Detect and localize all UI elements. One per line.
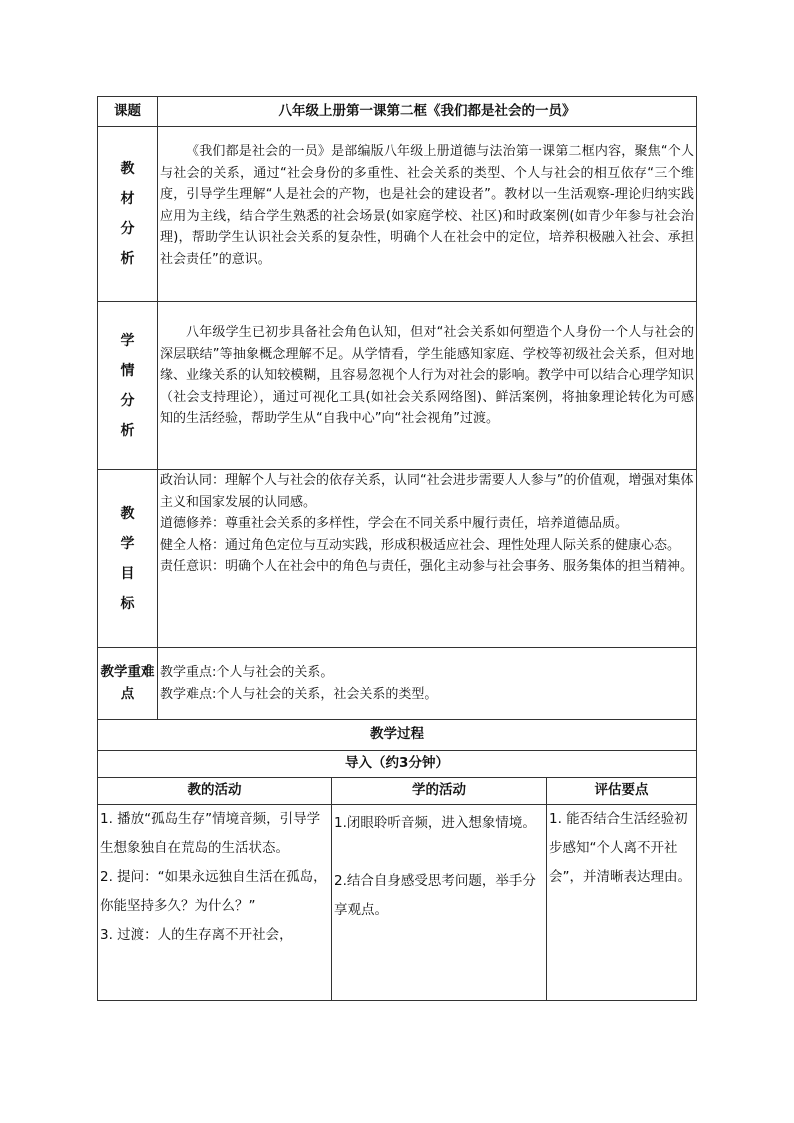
intro-heading: 导入（约3分钟） xyxy=(98,751,697,778)
objectives-row xyxy=(98,470,697,648)
assessment-header: 评估要点 xyxy=(547,778,697,805)
key-point: 教学重点:个人与社会的关系。 xyxy=(160,665,334,680)
objective-item: 政治认同：理解个人与社会的依存关系，认同“社会进步需要人人参与”的价值观，增强对集体主义和国家发展的认同感。 xyxy=(160,473,694,510)
objectives-text xyxy=(158,470,697,648)
topic-label: 课题 xyxy=(98,97,158,127)
process-title: 教学过程 xyxy=(98,720,697,751)
teacher-activity-cell xyxy=(98,805,332,1001)
teacher-step: 3. 过渡：人的生存离不开社会， xyxy=(100,927,293,943)
lesson-plan-table xyxy=(97,96,697,1001)
student-step: 1.闭眼聆听音频，进入想象情境。 xyxy=(334,815,536,831)
student-analysis-row xyxy=(98,302,697,470)
key-points-row xyxy=(98,648,697,720)
student-activity-cell xyxy=(332,805,547,1001)
textbook-analysis-text: 《我们都是社会的一员》是部编版八年级上册道德与法治第一课第二框内容，聚焦“个人与社会的关系，通过“社会身份的多重性、社会关系的类型、个人与社会的相互依存“三个维度，引导学生理解“人是社会的产物，也是社会的建设者”。教材以一生活观察-理论归纳实践应用为主线，结合学生熟悉的社会场景(如家庭学校、社区)和时政案例(如青少年参与社会治理)，帮助学生认识社会关系的复杂性，明确个人在社会中的定位，培养积极融入社会、承担社会责任”的意识。 xyxy=(158,127,697,302)
activity-row xyxy=(98,805,697,1001)
intro-row xyxy=(98,751,697,778)
student-step: 2.结合自身感受思考问题，举手分享观点。 xyxy=(334,873,536,918)
assessment-point: 1. 能否结合生活经验初步感知“个人离不开社会”，并清晰表达理由。 xyxy=(549,811,691,885)
textbook-analysis-label: 教 材 分 析 xyxy=(98,127,158,302)
objective-item: 健全人格：通过角色定位与互动实践，形成积极适应社会、理性处理人际关系的健康心态。 xyxy=(160,537,681,553)
key-points-text xyxy=(158,648,697,720)
lesson-plan-page xyxy=(97,96,696,1001)
key-points-label: 教学重难点 xyxy=(98,648,158,720)
student-analysis-text: 八年级学生已初步具备社会角色认知，但对“社会关系如何塑造个人身份一个人与社会的深层联结”等抽象概念理解不足。从学情看，学生能感知家庭、学校等初级社会关系，但对地缘、业缘关系的认知较模糊，且容易忽视个人行为对社会的影响。教学中可以结合心理学知识（社会支持理论），通过可视化工具(如社会关系网络图)、鲜活案例，将抽象理论转化为可感知的生活经验，帮助学生从“自我中心”向“社会视角”过渡。 xyxy=(158,302,697,470)
process-title-row xyxy=(98,720,697,751)
difficult-point: 教学难点:个人与社会的关系，社会关系的类型。 xyxy=(160,686,438,702)
student-analysis-label: 学 情 分 析 xyxy=(98,302,158,470)
teacher-activity-header: 教的活动 xyxy=(98,778,332,805)
objective-item: 责任意识：明确个人在社会中的角色与责任，强化主动参与社会事务、服务集体的担当精神。 xyxy=(160,559,694,574)
objectives-label: 教 学 目 标 xyxy=(98,470,158,648)
student-activity-header: 学的活动 xyxy=(332,778,547,805)
lesson-title: 八年级上册第一课第二框《我们都是社会的一员》 xyxy=(158,97,697,127)
textbook-analysis-row xyxy=(98,127,697,302)
objective-item: 道德修养：尊重社会关系的多样性，学会在不同关系中履行责任，培养道德品质。 xyxy=(160,516,629,531)
teacher-step: 2. 提问：“如果永远独自生活在孤岛，你能坚持多久？为什么？” xyxy=(100,869,327,914)
teacher-step: 1. 播放“孤岛生存”情境音频，引导学生想象独自在荒岛的生活状态。 xyxy=(100,811,321,856)
assessment-cell xyxy=(547,805,697,1001)
title-row xyxy=(98,97,697,127)
column-header-row xyxy=(98,778,697,805)
